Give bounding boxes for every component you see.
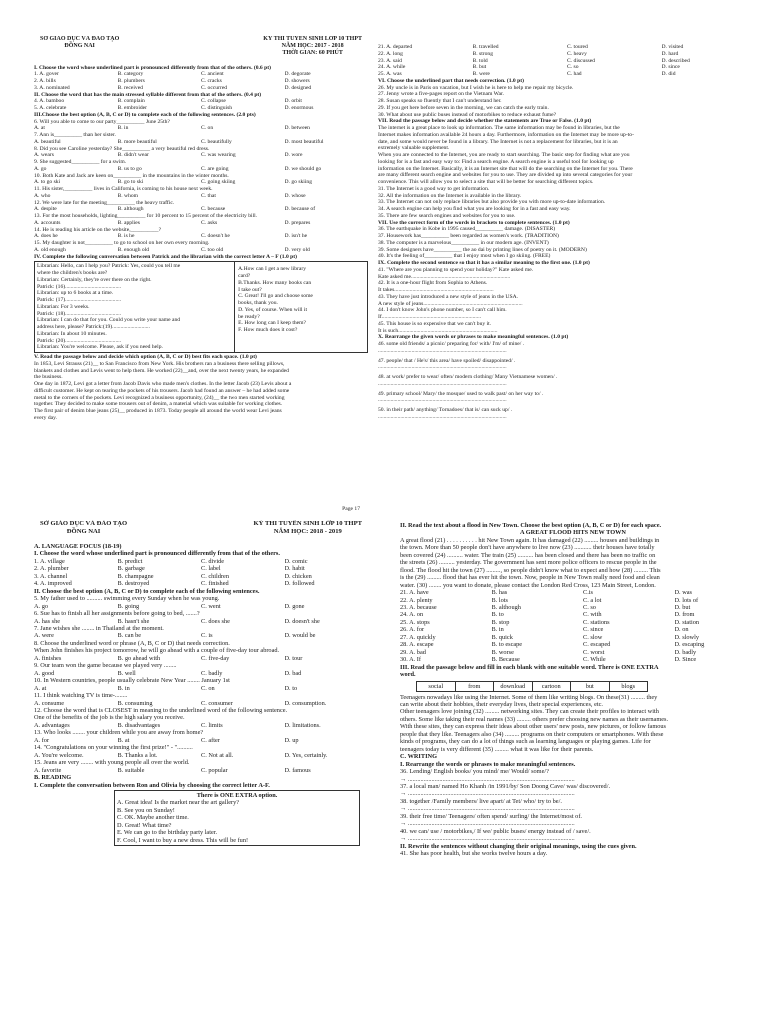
question-options: A. has she B. hasn't she C. does she D. doesn't she	[34, 617, 320, 625]
passage-line: kinds of programs, they can do a lot of things such as learning languages or playing games. Life for	[400, 738, 651, 746]
question-text: 13. Who looks ........ your children while you are away from home?	[34, 729, 204, 737]
question-text: 38. together /Family members/ live apart/ at Tet/ who/ try to be/.	[400, 797, 562, 805]
word-bank-table	[416, 681, 648, 692]
question-text: 39. Some designers have__________ the ao dai by printing lines of poetry on it. (MODERN)	[378, 246, 587, 253]
question-options: A. consume B. consuming C. consumer D. consumption.	[34, 699, 327, 707]
answer-line: → ..........................................................................................................	[400, 820, 575, 828]
question-options: A. advantages B. disadvantages C. limits D. limitations.	[34, 721, 321, 729]
answer-line: → ..........................................................................................................	[400, 790, 575, 798]
passage-line: teenagers today is very different (35) ......... what it was like for their parents.	[400, 745, 594, 753]
exam-duration: THỜI GIAN: 60 PHÚT	[282, 50, 343, 57]
question-options: 3. A. nominated B. received C. occurred D. designed	[34, 84, 312, 91]
question-text: 7. Jane wishes she ........ in Thailand at the moment.	[34, 624, 164, 632]
question-text: 7. Ann is__________ than her sister.	[34, 132, 116, 139]
question-options: 2. A. bills B. plumbers C. cracks D. showers	[34, 78, 310, 85]
passage-line: In 1853, Levi Strauss (21)__ to San Francisco from New York. His brothers ran a business there selling pillows,	[34, 360, 285, 367]
answer-line: ............................................................................................	[378, 380, 507, 387]
passage-line: water. (30) ........ you want to donate, please contact the London Red Cross, 123 Main Street, London.	[400, 581, 656, 589]
exam-title: KỲ THI TUYỂN SINH LỚP 10 THPT	[253, 520, 362, 527]
question-options: 25. A. stops B. stop C. stations D. station	[400, 618, 699, 626]
question-options: A. to go ski B. go to ski C. going skiing D. go skiing	[34, 179, 313, 186]
passage-line: is the (29) ......... flood that has ever hit the town. Now, people in New Town really need food and clean	[400, 574, 660, 582]
answer-line: It takes.......................................................................	[378, 287, 494, 293]
passage-line: the town. More than 50 people don't have anywhere to live now (23) ........... their houses have totally	[400, 544, 655, 552]
question-text: 11. His sister,__________ lives in California, is coming to his house next week.	[34, 186, 213, 193]
page-number: Page 17	[342, 506, 360, 512]
question-options: A. accounts B. applies C. asks D. prepares	[34, 219, 311, 226]
answer-line: It is such.......................................................................	[378, 327, 498, 334]
question-options: 3. A. channel B. champagne C. children D. chicken	[34, 572, 312, 580]
question-text: 8. Choose the underlined word or phrase (A, B, C or D) that needs correction.	[34, 639, 230, 647]
question-options: A. old enough B. enough old C. too old D. very old	[34, 246, 310, 253]
passage-line: the business.	[34, 374, 63, 381]
question-options: 25. A. was B. were C. had D. did	[378, 71, 676, 77]
passage-line: others. Some like taking their real names (33) ......... others prefer choosing new names as their usernames.	[400, 715, 669, 723]
question-text: 9. She suggested__________ for a swim.	[34, 159, 127, 166]
section-heading: VII. Use the correct form of the words in brackets to complete sentences. (1.0 pt)	[378, 219, 570, 226]
question-text: 31. The Internet is a good way to get information.	[378, 185, 490, 192]
passage-title: A GREAT FLOOD HITS NEW TOWN	[520, 529, 626, 537]
question-options: A. go B. us to go C. are going D. we should go	[34, 165, 322, 172]
passage-line: can write about their hobbies, their everyday lives, their special experiences, etc.	[400, 700, 603, 708]
question-text: 38. The computer is a marvelous__________ in our modern age. (INVENT)	[378, 239, 549, 246]
question-text: 6. Will you able to come to our party__________ June 25th?	[34, 118, 170, 125]
answer-line: A new style of jeans.......................................................................	[378, 300, 523, 307]
section-heading: II. Choose the best option (A, B, C or D) to complete each of the following sentences.	[34, 587, 260, 595]
passage-line: With these sites, they can express their ideas about other users' new posts, new pictures, or follow famous	[400, 723, 666, 731]
section-heading: V. Read the passage below and decide which option (A, B, C or D) best fits each space. (1.0 pt)	[34, 354, 257, 361]
word-bank-cell: download	[494, 682, 533, 691]
passage-line: A great flood (21) . . . . . . . . . . hit New Town again. It has damaged (22) ......... houses and buildings in	[400, 536, 660, 544]
answer-line: If.......................................................................	[378, 314, 482, 320]
section-heading: II. Rewrite the sentences without changing their original meanings, using the cues given.	[400, 842, 637, 850]
answer-line: ............................................................................................	[378, 413, 507, 420]
question-options: 2. A. plumber B. garbage C. label D. habit	[34, 565, 305, 573]
answer-line: → ..........................................................................................................	[400, 775, 575, 783]
question-options: A. for B. at C. after D. up	[34, 736, 299, 744]
question-text: 49. primary school/ Mary/ the mosque/ used to walk past/ on her way to/ .	[378, 390, 544, 397]
passage-line: together. They decided to make some trousers out of denim, a material which was suitable for working clothes.	[34, 401, 283, 408]
question-options: A. does he B. is he C. doesn't he D. isn't he	[34, 233, 308, 240]
question-text: 14. He is reading his article on the website,__________?	[34, 226, 162, 233]
conversation-options: A.How can I get a new library card? B.Thanks. How many books can I take out? C. Great! I'll go and choose some books, thank you. D. Yes, of course. When will it be ready? E. How long can I keep them? F. How much does it cost?	[238, 266, 313, 334]
question-text: 5. My father used to .......... swimming every Sunday when he was young.	[34, 595, 220, 603]
question-text: 15. Jeans are very ........ with young people all over the world.	[34, 759, 190, 767]
word-bank-cell: blogs	[621, 682, 636, 690]
question-options: A. favorite B. suitable C. popular D. famous	[34, 766, 311, 774]
passage-line: are many different search engine and websites for you to use. They are divided up into several categories for your	[378, 172, 633, 179]
question-options: 28. A. escape B. to escape C. escaped D. escaping	[400, 641, 705, 649]
question-options: A. wears B. didn't wear C. was wearing D. wore	[34, 152, 303, 159]
question-text: 44. I don't know John's phone number, so I can't call him.	[378, 307, 507, 314]
passage-line: difficult customer. He kept on tearing the pockets of his trousers. Jacob had found an answer – he had added some	[34, 387, 290, 394]
question-options: 22. A. plenty B. lots C. a lot D. lots of	[400, 596, 699, 604]
question-options: A. who B. whom C. that D. whose	[34, 192, 306, 199]
part-heading: C. WRITING	[400, 753, 437, 761]
question-text: 12. Choose the word that is CLOSEST in meaning to the underlined word of the following sentence.	[34, 706, 288, 714]
question-options: 24. A. while B. but C. so D. since	[378, 64, 680, 71]
question-text: 41. She has poor health, but she works twelve hours a day.	[400, 850, 548, 858]
question-options: 4. A. improved B. destroyed C. finished D. followed	[34, 580, 315, 588]
question-text: 13. For the most households, lighting__________ for 10 percent to 15 percent of the electricity bill.	[34, 213, 258, 220]
passage-line: The first pair of denim blue jeans (25)__ produced in 1873. Today people all around the world wear Levi jeans	[34, 408, 282, 415]
question-options: A. go B. going C. went D. gone	[34, 602, 305, 610]
part-heading: A. LANGUAGE FOCUS (18-19)	[34, 543, 122, 550]
section-heading: X. Rearrange the given words or phrases to make meaningful sentences. (1.0 pt)	[378, 334, 569, 341]
province-name: ĐỒNG NAI	[64, 43, 95, 50]
question-options: 26. A. for B. in C. since D. on	[400, 626, 689, 634]
department-name: SỞ GIÁO DỤC VÀ ĐÀO TẠO	[40, 520, 128, 527]
passage-line: information on the Internet. Basically, it is an Internet site that will do the searching on the Internet for you. There	[378, 165, 633, 172]
exam-2017-page-2	[378, 44, 756, 512]
exam-header	[34, 520, 368, 536]
question-text: 26. My uncle is in Paris on vacation, but I wish he is here to help me repair my bicycle.	[378, 84, 574, 91]
department-name: SỞ GIÁO DỤC VÀ ĐÀO TẠO	[40, 36, 120, 42]
question-text: 43. They have just introduced a new style of jeans in the USA.	[378, 293, 519, 300]
question-text: 39. their free time/ Teenagers/ often spend/ surfing/ the Internet/most of.	[400, 812, 582, 820]
passage-line: Other teenagers love joining (32) ......... networking sites. They can create their profiles to interact with	[400, 708, 659, 716]
school-year: NĂM HỌC: 2018 - 2019	[273, 528, 342, 535]
section-heading: I. Choose the word whose underlined part is pronounced differently from that of the others.	[34, 550, 280, 558]
question-text: 47. people/ that / He's/ this area/ have spoiled/ disappointed/ .	[378, 357, 516, 364]
exam-2018-page-1	[34, 520, 368, 1020]
exam-2018-page-2	[400, 522, 766, 1024]
conversation-options-box: There is ONE EXTRA option. A. Great idea! Is the market near the art gallery? B. See you on Sunday! C. OK. Maybe another time. D. Great! What time? E. We can go to the birthday party later. F. Cool, I want to buy a new dress. This will be fun!	[114, 790, 360, 846]
question-options: A. despite B. although C. because D. because of	[34, 206, 316, 213]
question-options: A. beautiful B. more beautiful C. beautifully D. most beautiful	[34, 138, 324, 145]
conversation-table	[34, 261, 368, 353]
question-options: 23. A. said B. told C. discussed D. described	[378, 57, 690, 64]
section-heading: I. Rearrange the words or phrases to make meaningful sentences.	[400, 760, 576, 768]
question-text: 27. Jenny wrote a five-pages report on the Vietnam War.	[378, 91, 504, 98]
section-heading: II. Read the text about a flood in New Town. Choose the best option (A, B, C or D) for each space.	[400, 522, 662, 529]
passage-line: convenience. This will allow you to select a site that will be better for searching different topics.	[378, 179, 594, 185]
question-text: 42. It is a one-hour flight from Sophia to Athens.	[378, 280, 488, 287]
question-options: 30. A. If B. Because C. While D. Since	[400, 656, 697, 664]
section-heading: III.Choose the best option (A, B, C or D) to complete each of the following sentences. (2.0 pts)	[34, 111, 256, 118]
passage-line: The internet is a great place to look up information. The same information may be found in libraries, but the	[378, 125, 620, 131]
section-heading: VI. Choose the underlined part that needs correction. (1.0 pt)	[378, 77, 524, 84]
passage-line: looking for is a fast and easy way to: Find a search engine. A search engine is a useful tool for looking up	[378, 158, 614, 165]
question-text: 37. a local man/ named Ho Khanh /in 1991/by/ Son Doong Cave/ was/ discovered/.	[400, 782, 611, 790]
question-options: 1. A. village B. predict C. divide D. comic	[34, 557, 308, 565]
school-year: NĂM HỌC: 2017 - 2018	[281, 43, 344, 50]
answer-line: Kate asked me.......................................................................	[378, 273, 511, 280]
question-text: 36. Lending/ English books/ you mind/ me/ Would/ some/?	[400, 768, 549, 776]
word-bank-cell: cartoon	[533, 682, 572, 691]
section-heading-cont: word.	[400, 671, 416, 679]
answer-line: → ..........................................................................................................	[400, 835, 575, 843]
question-options: 23. A. because B. although C. so D. but	[400, 603, 691, 611]
section-heading: I. Complete the conversation between Ron and Olivia by choosing the correct letter A-F.	[34, 781, 270, 789]
question-text: 12. We were late for the meeting__________ the heavy traffic.	[34, 199, 175, 206]
exam-header	[34, 36, 368, 58]
question-text: When John finishes his project tomorrow, he will go ahead with a couple of five-day tour abroad.	[34, 647, 280, 655]
passage-line: the streets (26) .......... yesterday. The government has sent more police officers to rescue people in the	[400, 559, 657, 567]
question-text: 15. My daughter is not__________ to go to school on her own every morning.	[34, 240, 210, 247]
question-options: 1. A. gover B. category C. ancient D. degorate	[34, 71, 311, 78]
word-bank-cell: social	[417, 682, 456, 691]
passage-line: extremely valuable supplement.	[378, 145, 450, 152]
question-text: 34. A search engine can help you find what you are looking for in a fast and easy way.	[378, 206, 571, 212]
passage-line: Teenagers nowadays like using the Internet. Some of them like writing blogs. On these(31) ......... they	[400, 693, 658, 701]
question-options: A. at B. in C. on D. to	[34, 684, 298, 692]
question-text: 50. in their path/ anything/ Tornadoes/ that is/ can suck up/ .	[378, 407, 513, 413]
conversation-dialogue: Librarian: Hello, can I help you? Patrick: Yes, could you tell me where the children's books are? Librarian: Certainly, they're over there on the right. Patrick: (16)........................................ Librarian: up to 6 books at a time. Patrick: (17)........................................ Librarian: For 3 weeks. Patrick: (18)........................................ Librarian: I can do that for you. Could you write your name and address here, please? Patrick:(19)........................... Librarian: In about 10 minutes. Patrick: (20)........................................ Librarian: You're welcome. Please, ask if you need help.	[35, 262, 235, 352]
exam-2017-page-1	[34, 36, 368, 512]
question-options: A. finishes B. go ahead with C. five-day D. tour	[34, 654, 303, 662]
answer-line: ............................................................................................	[378, 347, 507, 354]
question-text: 28. Susan speaks so fluently that I can't understand her.	[378, 98, 502, 104]
exam-title: KỲ THI TUYỂN SINH LỚP 10 THPT	[263, 36, 362, 42]
question-options: 29. A. bad B. worse C. worst D. badly	[400, 648, 697, 656]
question-options: 21. A. have B. has C.is D. was	[400, 589, 692, 597]
section-heading: IV. Complete the following conversation between Patrick and the librarian with the correct letter A – F (1.0 pt)	[34, 253, 297, 260]
question-text: 6. Sue has to finish all her assignments before going to bed, .......?	[34, 610, 200, 618]
passage-line: blankets and clothes and Levis went to help them. He worked (22)__and, over the next twenty years, he expanded	[34, 367, 289, 374]
question-options: A. You're welcome. B. Thanks a lot. C. Not at all. D. Yes, certainly.	[34, 751, 328, 759]
question-text: 8. Did you see Caroline yesterday? She__________ a very beautiful red dress.	[34, 145, 210, 152]
question-options: A. good B. well C. badly D. bad	[34, 669, 302, 677]
question-text: 36. The earthquake in Kobe in 1995 caused__________ damage. (DISASTER)	[378, 226, 556, 233]
question-options: 4. A. bamboo B. complain C. collapse D. orbit	[34, 98, 302, 105]
question-text: 33. The Internet can not only replace libraries but also provide you with more up-to-date information.	[378, 199, 606, 206]
section-heading: III. Read the passage below and fill in each blank with one suitable word. There is ONE EXTRA	[400, 663, 659, 671]
question-options: 5. A. celebrate B. embroider C. distinguish D. enormous	[34, 105, 314, 112]
question-options: 21. A. departed B. travelled C. toured D. visited	[378, 44, 684, 50]
answer-line: ............................................................................................	[378, 397, 507, 404]
passage-line: been covered (24) .......... water. The train (25) .......... has been closed and there has been no traffic on	[400, 551, 656, 559]
question-text: 10. Both Kate and Jack are keen on__________ in the mountains in the winter months.	[34, 172, 229, 179]
question-text: 14. "Congratulations on your winning the first prize!" - "..........	[34, 744, 193, 752]
section-heading: I. Choose the word whose underlined part is pronounced differently from that of the others. (0.6 pt)	[34, 64, 271, 71]
passage-line: date, and some would never be found in a library. The Internet is not a replacement for libraries, but it is an	[378, 138, 618, 145]
question-text: One of the benefits of the job is the high salary you receive.	[34, 714, 185, 722]
question-options: A. were B. can be C. is D. would be	[34, 632, 316, 640]
passage-line: flood. The flood hit the town (27) ........., so people didn't know what to expect and how (28) ......... This	[400, 566, 661, 574]
passage-line: One day in 1872, Levi got a letter from Jacob Davis who made men's clothes. In the letter Jacob (23) Levis about a	[34, 381, 292, 388]
passage-line: Internet makes information available 24 hours a day. Furthermore, information on the Internet may be more up-to-	[378, 131, 634, 138]
question-text: 37. Housework has__________ been regarded as women's work. (TRADITION)	[378, 233, 559, 239]
answer-line: ............................................................................................	[378, 364, 507, 371]
question-text: 40. It's the feeling of__________ that I enjoy most when I go skiing. (FREE)	[378, 253, 551, 260]
question-text: 45. This house is so expensive that we can't buy it.	[378, 320, 492, 327]
question-text: 11. I think watching TV is time-........	[34, 692, 128, 700]
question-options: 24. A. on B. to C. with D. from	[400, 611, 695, 619]
question-text: 46. some old friends/ a picnic/ preparing for/ with/ I'm/ of mine/ .	[378, 341, 525, 347]
passage-line: metal to the corners of the pockets. Levi recognized a business opportunity, (24)__ the two men started working	[34, 394, 285, 401]
question-text: 29. If you get here before seven in the morning, we can catch the early train.	[378, 104, 549, 111]
passage-line: people that they like. Teenagers also (34) ......... programs on their computers or smartphones. With these	[400, 730, 664, 738]
question-text: 40. we can/ use / motorbikes,/ If we/ public buses/ energy instead of / save/.	[400, 827, 591, 835]
question-options: 27. A. quickly B. quick C. slow D. slowly	[400, 633, 699, 641]
question-text: 10. In Western countries, people usually celebrate New Year ........ January 1st	[34, 677, 230, 685]
question-options: 22. A. long B. strong C. heavy D. hard	[378, 50, 679, 57]
question-text: 35. There are few search engines and websites for you to use.	[378, 212, 516, 219]
question-text: 41. "Where are you planning to spend your holiday?" Kate asked me.	[378, 266, 534, 273]
question-options: A. at B. in C. on D. between	[34, 125, 310, 132]
section-heading: VII. Read the passage below and decide whether the statements are True or False. (1.0 pt)	[378, 118, 592, 125]
passage-line: every day.	[34, 414, 57, 421]
passage-line: When you are connected to the Internet, you are ready to start searching. The basic step for finding what are you	[378, 152, 630, 158]
question-text: 9. Our team won the game because we played very ........	[34, 662, 177, 670]
word-bank-cell: but	[571, 682, 610, 691]
section-heading: II. Choose the word that has the main stressed syllable different from that of the others. (0.4 pt)	[34, 91, 262, 98]
answer-line: → ..........................................................................................................	[400, 805, 575, 813]
question-text: 32. All the information on the Internet is available in the library.	[378, 192, 522, 199]
question-text: 30. What about use public buses instead of motorbikes to reduce exhaust fume?	[378, 111, 557, 118]
section-heading: IX. Complete the second sentence so that it has a similar meaning to the first one. (1.0 pt)	[378, 260, 590, 266]
province-name: ĐỒNG NAI	[66, 528, 101, 535]
question-text: 48. at work/ prefer to wear/ often/ modern clothing/ Many Vietnamese women/ .	[378, 374, 558, 380]
word-bank-cell: from	[456, 682, 495, 691]
part-heading: B. READING	[34, 774, 72, 782]
